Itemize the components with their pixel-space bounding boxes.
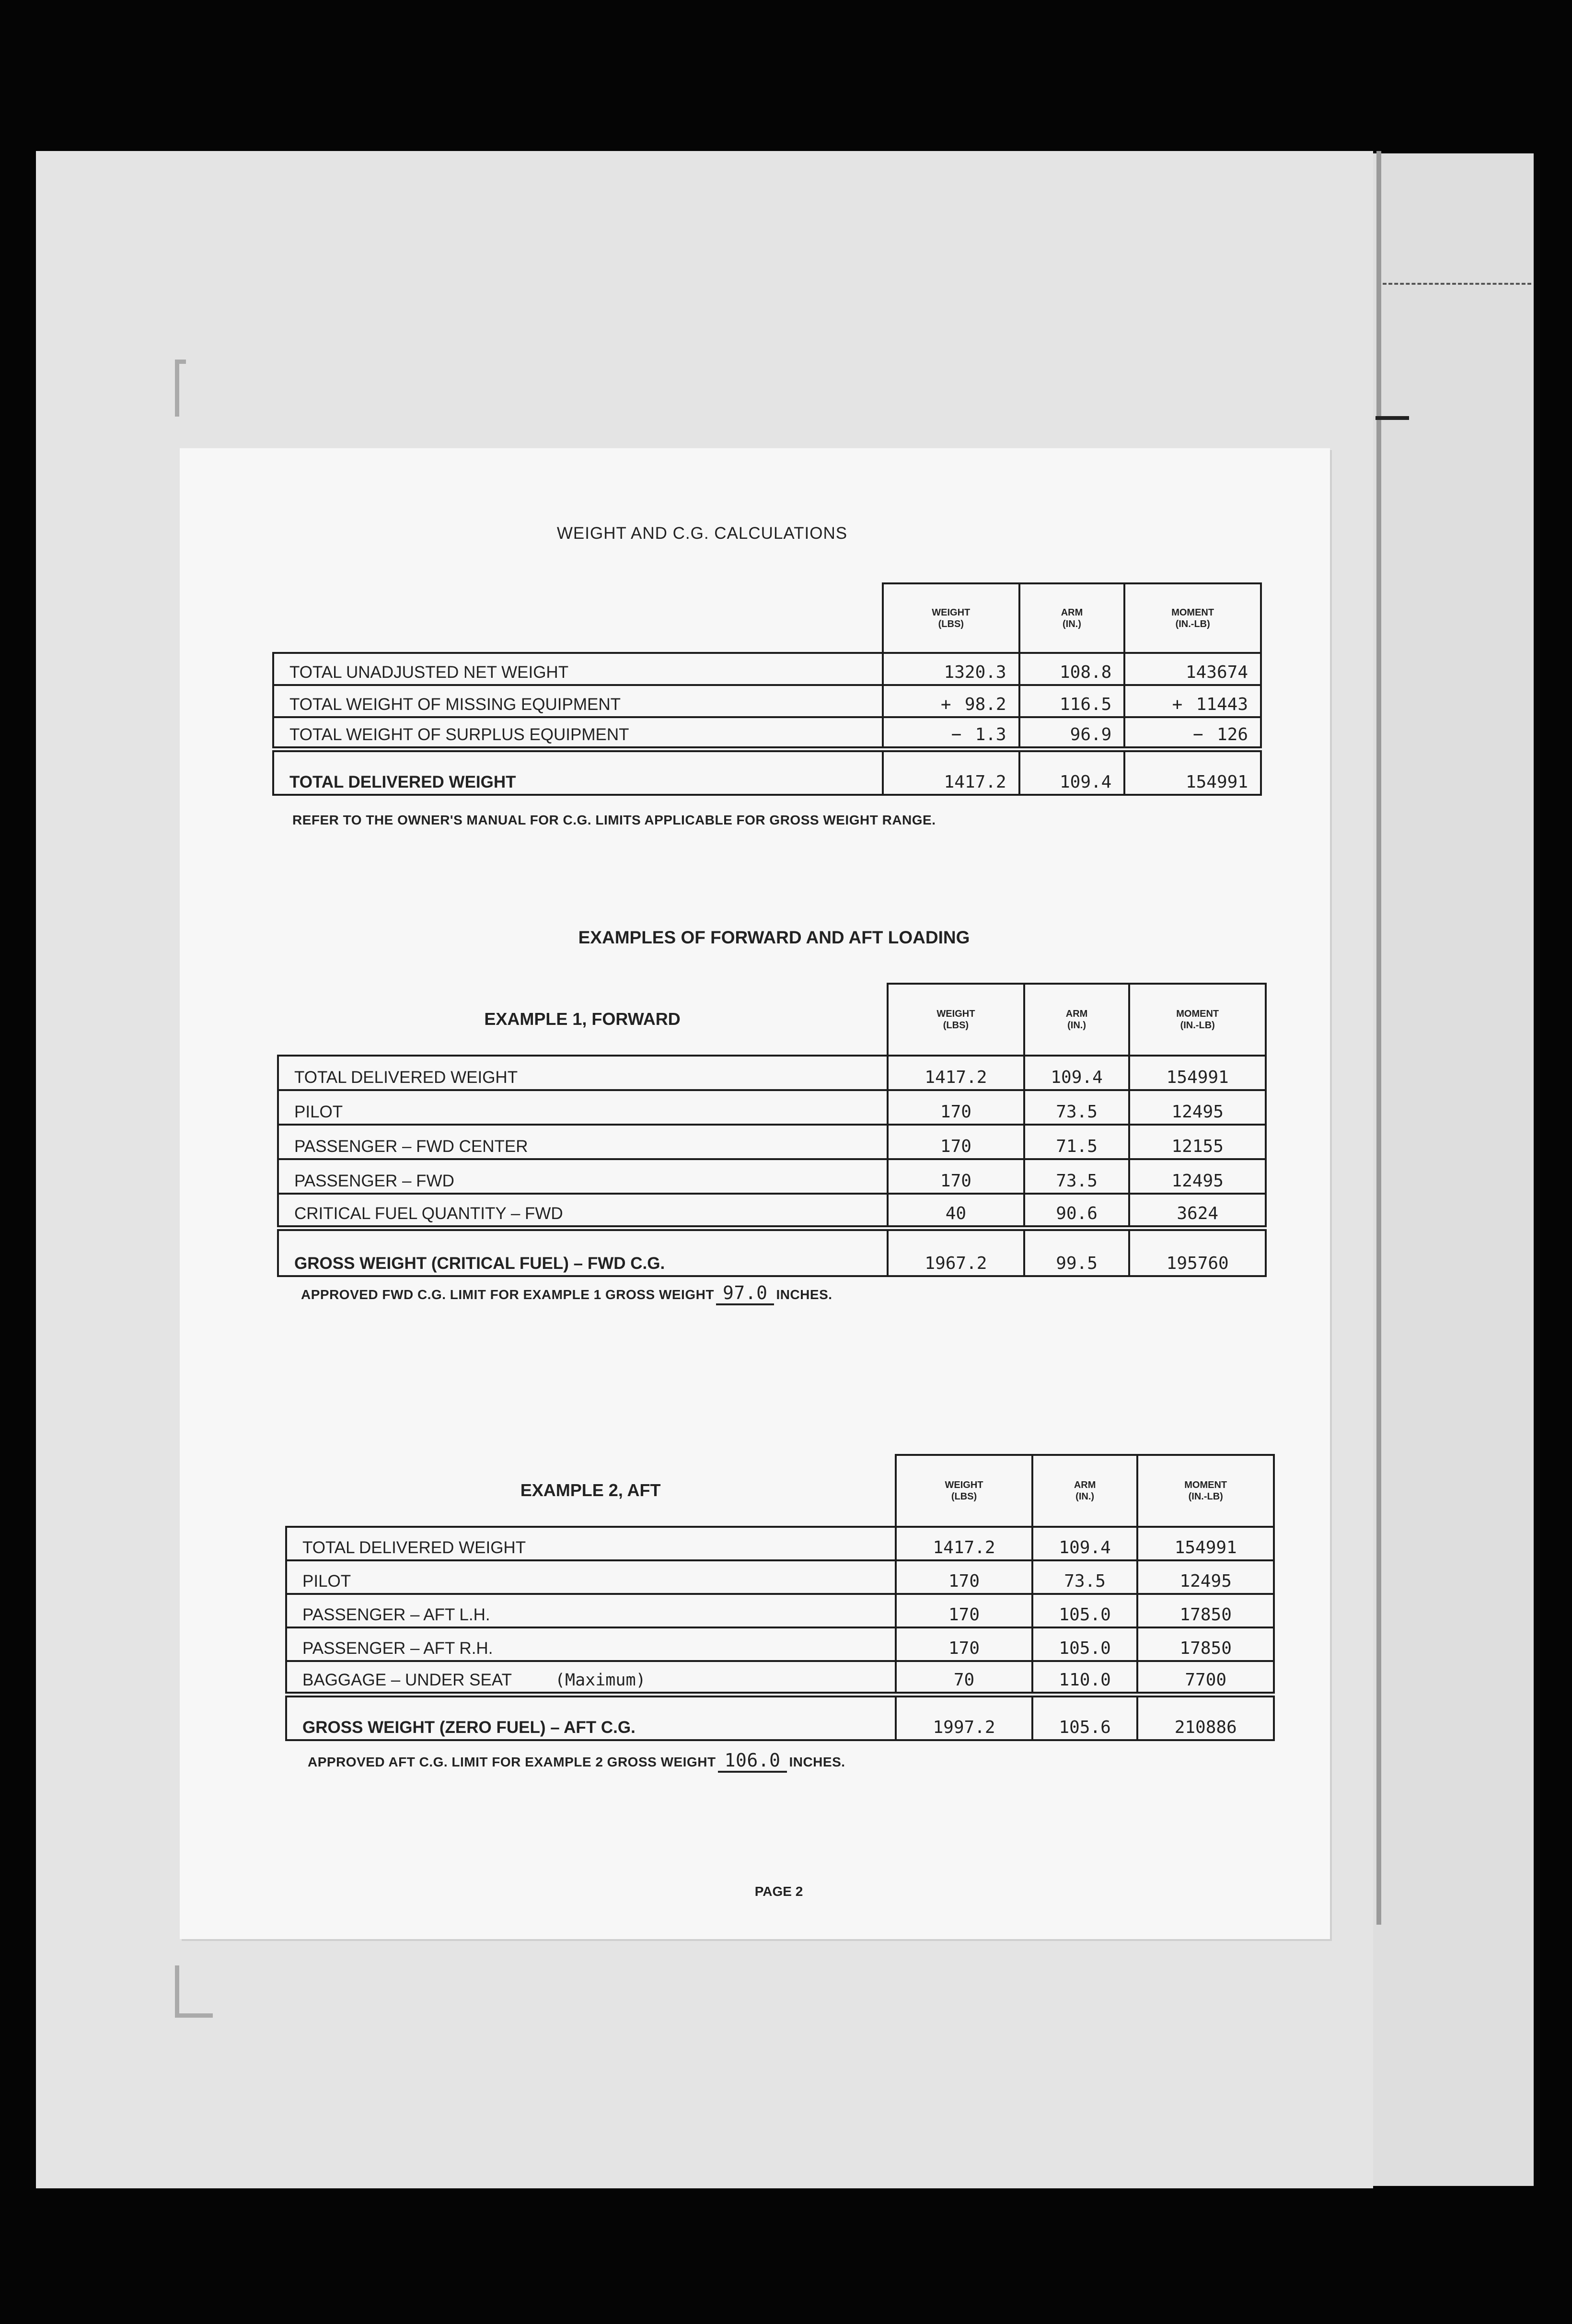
crop-mark-top: [175, 360, 186, 417]
example1-table: [277, 983, 1267, 1277]
total-row: GROSS WEIGHT (CRITICAL FUEL) – FWD C.G. 1967.2 99.5 195760: [278, 1228, 1266, 1276]
dashed-mark: [1383, 283, 1531, 285]
moment-header: MOMENT (IN.-LB): [1137, 1455, 1274, 1527]
table-row: PASSENGER – AFT L.H. 170 105.0 17850: [286, 1594, 1274, 1627]
document-page: [180, 448, 1330, 1939]
arm-header: ARM (IN.): [1019, 583, 1125, 653]
weight-cg-table: [272, 582, 1262, 796]
total-row: GROSS WEIGHT (ZERO FUEL) – AFT C.G. 1997.2 105.6 210886: [286, 1695, 1274, 1740]
example2-table: [285, 1454, 1275, 1741]
weight-header: WEIGHT (LBS): [888, 984, 1024, 1056]
example1-label: EXAMPLE 1, FORWARD: [484, 1009, 681, 1029]
aft-cg-limit-value: 106.0: [718, 1750, 787, 1773]
table-row: CRITICAL FUEL QUANTITY – FWD 40 90.6 3624: [278, 1194, 1266, 1228]
section-title: WEIGHT AND C.G. CALCULATIONS: [556, 524, 848, 543]
moment-header: MOMENT (IN.-LB): [1129, 984, 1266, 1056]
table-row: TOTAL DELIVERED WEIGHT 1417.2 109.4 154991: [286, 1527, 1274, 1560]
arm-header: ARM (IN.): [1024, 984, 1130, 1056]
table-row: PASSENGER – FWD CENTER 170 71.5 12155: [278, 1125, 1266, 1159]
table-row: TOTAL DELIVERED WEIGHT 1417.2 109.4 154991: [278, 1056, 1266, 1090]
total-row: TOTAL DELIVERED WEIGHT 1417.2 109.4 154991: [273, 749, 1261, 795]
moment-header: MOMENT (IN.-LB): [1124, 583, 1261, 653]
table-row: PASSENGER – FWD 170 73.5 12495: [278, 1159, 1266, 1194]
table-row: TOTAL UNADJUSTED NET WEIGHT 1320.3 108.8 143674: [273, 653, 1261, 685]
example1-note: APPROVED FWD C.G. LIMIT FOR EXAMPLE 1 GROSS WEIGHT 97.0 INCHES.: [301, 1282, 832, 1305]
weight-header: WEIGHT (LBS): [896, 1455, 1032, 1527]
sheet-edge: [1373, 153, 1534, 2186]
table-row: PILOT 170 73.5 12495: [286, 1560, 1274, 1594]
example2-label: EXAMPLE 2, AFT: [520, 1480, 661, 1500]
maximum-annotation: (Maximum): [555, 1671, 646, 1690]
weight-header: WEIGHT (LBS): [883, 583, 1019, 653]
arm-header: ARM (IN.): [1032, 1455, 1138, 1527]
examples-title: EXAMPLES OF FORWARD AND AFT LOADING: [578, 928, 970, 947]
example2-note: APPROVED AFT C.G. LIMIT FOR EXAMPLE 2 GROSS WEIGHT 106.0 INCHES.: [308, 1750, 845, 1773]
table-row: TOTAL WEIGHT OF MISSING EQUIPMENT + 98.2 116.5 + 11443: [273, 685, 1261, 717]
arrow-mark: [1376, 416, 1409, 420]
crop-mark-bottom: [175, 1965, 213, 2018]
table-row: PASSENGER – AFT R.H. 170 105.0 17850: [286, 1627, 1274, 1661]
fwd-cg-limit-value: 97.0: [716, 1282, 774, 1305]
table-row: BAGGAGE – UNDER SEAT (Maximum) 70 110.0 7700: [286, 1661, 1274, 1695]
table-row: PILOT 170 73.5 12495: [278, 1090, 1266, 1125]
table-row: TOTAL WEIGHT OF SURPLUS EQUIPMENT − 1.3 96.9 − 126: [273, 717, 1261, 749]
cg-limits-note: REFER TO THE OWNER'S MANUAL FOR C.G. LIMITS APPLICABLE FOR GROSS WEIGHT RANGE.: [292, 813, 936, 827]
page-number: PAGE 2: [754, 1884, 803, 1899]
